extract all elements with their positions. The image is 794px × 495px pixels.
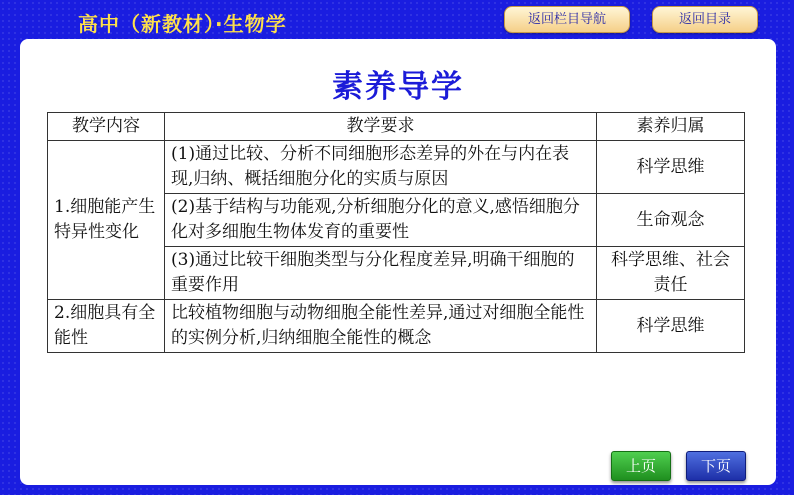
content-cell: 1.细胞能产生特异性变化: [48, 141, 165, 300]
literacy-cell: 科学思维: [597, 300, 745, 353]
app-title: 高中（新教材）·生物学: [78, 12, 287, 36]
page-title: 素养导学: [332, 69, 464, 105]
table-row: [48, 141, 745, 194]
previous-page-button[interactable]: 上页: [611, 451, 671, 481]
table-header-row: [48, 113, 745, 141]
header-content: 教学内容: [48, 113, 165, 141]
return-contents-button[interactable]: 返回目录: [652, 6, 758, 33]
content-panel: [20, 39, 776, 485]
table-row: [48, 300, 745, 353]
literacy-table: [47, 112, 745, 353]
return-section-nav-button[interactable]: 返回栏目导航: [504, 6, 630, 33]
header-requirement: 教学要求: [165, 113, 597, 141]
requirement-cell: 比较植物细胞与动物细胞全能性差异,通过对细胞全能性的实例分析,归纳细胞全能性的概念: [165, 300, 597, 353]
next-page-button[interactable]: 下页: [686, 451, 746, 481]
literacy-cell: 科学思维、社会责任: [597, 247, 745, 300]
literacy-cell: 科学思维: [597, 141, 745, 194]
requirement-cell: (2)基于结构与功能观,分析细胞分化的意义,感悟细胞分化对多细胞生物体发育的重要性: [165, 194, 597, 247]
content-cell: 2.细胞具有全能性: [48, 300, 165, 353]
requirement-cell: (1)通过比较、分析不同细胞形态差异的外在与内在表现,归纳、概括细胞分化的实质与原因: [165, 141, 597, 194]
top-bar: [0, 0, 794, 40]
literacy-cell: 生命观念: [597, 194, 745, 247]
header-literacy: 素养归属: [597, 113, 745, 141]
requirement-cell: (3)通过比较干细胞类型与分化程度差异,明确干细胞的重要作用: [165, 247, 597, 300]
